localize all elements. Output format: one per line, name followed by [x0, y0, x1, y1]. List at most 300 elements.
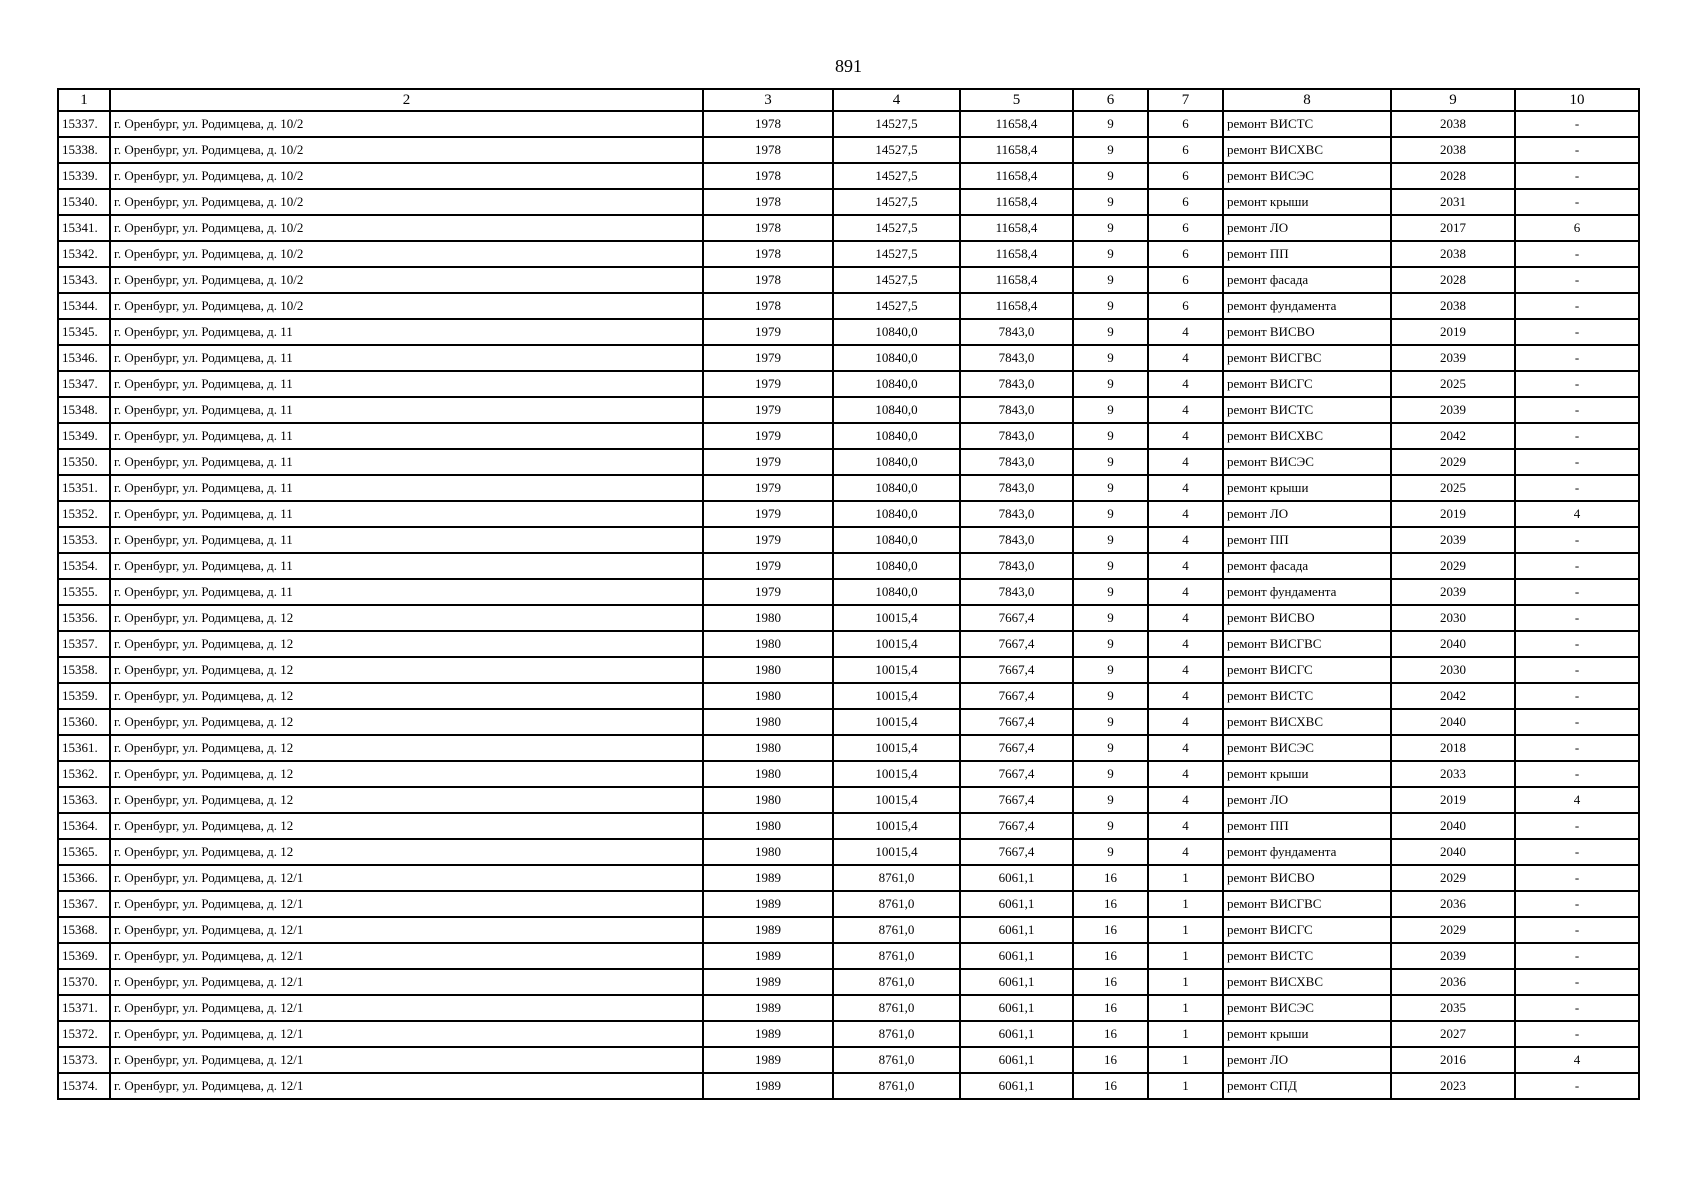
floors-cell: 9: [1073, 163, 1148, 189]
header-cell: 1: [58, 89, 110, 111]
living-area-cell: 7667,4: [960, 813, 1073, 839]
floors-cell: 9: [1073, 735, 1148, 761]
planned-year-cell: 2038: [1391, 111, 1515, 137]
count-cell: -: [1515, 761, 1639, 787]
total-area-cell: 10015,4: [833, 605, 960, 631]
floors-cell: 16: [1073, 917, 1148, 943]
row-number-cell: 15359.: [58, 683, 110, 709]
count-cell: -: [1515, 579, 1639, 605]
address-cell: г. Оренбург, ул. Родимцева, д. 11: [110, 475, 703, 501]
living-area-cell: 7843,0: [960, 527, 1073, 553]
year-cell: 1978: [703, 267, 833, 293]
address-cell: г. Оренбург, ул. Родимцева, д. 11: [110, 553, 703, 579]
work-type-cell: ремонт ЛО: [1223, 787, 1391, 813]
total-area-cell: 8761,0: [833, 917, 960, 943]
row-number-cell: 15366.: [58, 865, 110, 891]
entrances-cell: 4: [1148, 761, 1223, 787]
floors-cell: 9: [1073, 709, 1148, 735]
address-cell: г. Оренбург, ул. Родимцева, д. 11: [110, 345, 703, 371]
work-type-cell: ремонт ВИСВО: [1223, 865, 1391, 891]
count-cell: -: [1515, 813, 1639, 839]
header-cell: 6: [1073, 89, 1148, 111]
address-cell: г. Оренбург, ул. Родимцева, д. 10/2: [110, 293, 703, 319]
planned-year-cell: 2036: [1391, 969, 1515, 995]
total-area-cell: 10840,0: [833, 423, 960, 449]
table-row: [58, 683, 1639, 709]
living-area-cell: 7843,0: [960, 371, 1073, 397]
total-area-cell: 14527,5: [833, 215, 960, 241]
living-area-cell: 7667,4: [960, 631, 1073, 657]
year-cell: 1989: [703, 943, 833, 969]
address-cell: г. Оренбург, ул. Родимцева, д. 11: [110, 501, 703, 527]
total-area-cell: 8761,0: [833, 943, 960, 969]
entrances-cell: 4: [1148, 813, 1223, 839]
address-cell: г. Оренбург, ул. Родимцева, д. 11: [110, 397, 703, 423]
living-area-cell: 7843,0: [960, 475, 1073, 501]
year-cell: 1978: [703, 215, 833, 241]
year-cell: 1989: [703, 1021, 833, 1047]
entrances-cell: 4: [1148, 787, 1223, 813]
work-type-cell: ремонт ПП: [1223, 527, 1391, 553]
planned-year-cell: 2036: [1391, 891, 1515, 917]
entrances-cell: 6: [1148, 215, 1223, 241]
count-cell: -: [1515, 449, 1639, 475]
row-number-cell: 15351.: [58, 475, 110, 501]
floors-cell: 9: [1073, 189, 1148, 215]
address-cell: г. Оренбург, ул. Родимцева, д. 12: [110, 605, 703, 631]
count-cell: -: [1515, 475, 1639, 501]
entrances-cell: 4: [1148, 735, 1223, 761]
row-number-cell: 15370.: [58, 969, 110, 995]
floors-cell: 9: [1073, 137, 1148, 163]
year-cell: 1978: [703, 163, 833, 189]
table-row: [58, 319, 1639, 345]
header-cell: 2: [110, 89, 703, 111]
count-cell: -: [1515, 839, 1639, 865]
address-cell: г. Оренбург, ул. Родимцева, д. 12: [110, 735, 703, 761]
living-area-cell: 7843,0: [960, 345, 1073, 371]
count-cell: 4: [1515, 1047, 1639, 1073]
planned-year-cell: 2030: [1391, 605, 1515, 631]
year-cell: 1979: [703, 423, 833, 449]
work-type-cell: ремонт крыши: [1223, 761, 1391, 787]
work-type-cell: ремонт ВИСХВС: [1223, 969, 1391, 995]
living-area-cell: 7843,0: [960, 319, 1073, 345]
address-cell: г. Оренбург, ул. Родимцева, д. 12: [110, 657, 703, 683]
year-cell: 1989: [703, 1073, 833, 1099]
total-area-cell: 10840,0: [833, 397, 960, 423]
row-number-cell: 15364.: [58, 813, 110, 839]
year-cell: 1978: [703, 241, 833, 267]
work-type-cell: ремонт фундамента: [1223, 579, 1391, 605]
address-cell: г. Оренбург, ул. Родимцева, д. 12: [110, 813, 703, 839]
table-row: [58, 241, 1639, 267]
count-cell: -: [1515, 267, 1639, 293]
year-cell: 1979: [703, 501, 833, 527]
planned-year-cell: 2035: [1391, 995, 1515, 1021]
living-area-cell: 7667,4: [960, 787, 1073, 813]
year-cell: 1978: [703, 293, 833, 319]
floors-cell: 9: [1073, 475, 1148, 501]
entrances-cell: 4: [1148, 449, 1223, 475]
row-number-cell: 15341.: [58, 215, 110, 241]
total-area-cell: 10840,0: [833, 345, 960, 371]
header-cell: 3: [703, 89, 833, 111]
table-row: [58, 657, 1639, 683]
floors-cell: 9: [1073, 761, 1148, 787]
address-cell: г. Оренбург, ул. Родимцева, д. 10/2: [110, 189, 703, 215]
total-area-cell: 14527,5: [833, 241, 960, 267]
work-type-cell: ремонт ВИСТС: [1223, 683, 1391, 709]
row-number-cell: 15344.: [58, 293, 110, 319]
planned-year-cell: 2029: [1391, 865, 1515, 891]
work-type-cell: ремонт ВИСЭС: [1223, 449, 1391, 475]
living-area-cell: 11658,4: [960, 293, 1073, 319]
year-cell: 1978: [703, 189, 833, 215]
entrances-cell: 1: [1148, 969, 1223, 995]
row-number-cell: 15342.: [58, 241, 110, 267]
living-area-cell: 7843,0: [960, 423, 1073, 449]
row-number-cell: 15369.: [58, 943, 110, 969]
total-area-cell: 10015,4: [833, 657, 960, 683]
work-type-cell: ремонт ПП: [1223, 813, 1391, 839]
header-cell: 10: [1515, 89, 1639, 111]
floors-cell: 9: [1073, 397, 1148, 423]
table-row: [58, 839, 1639, 865]
year-cell: 1978: [703, 111, 833, 137]
floors-cell: 9: [1073, 605, 1148, 631]
year-cell: 1980: [703, 787, 833, 813]
floors-cell: 9: [1073, 631, 1148, 657]
table-row: [58, 631, 1639, 657]
year-cell: 1989: [703, 865, 833, 891]
planned-year-cell: 2039: [1391, 943, 1515, 969]
total-area-cell: 10840,0: [833, 449, 960, 475]
table-row: [58, 345, 1639, 371]
entrances-cell: 6: [1148, 111, 1223, 137]
planned-year-cell: 2029: [1391, 917, 1515, 943]
table-row: [58, 1021, 1639, 1047]
table-row: [58, 579, 1639, 605]
count-cell: -: [1515, 241, 1639, 267]
address-cell: г. Оренбург, ул. Родимцева, д. 10/2: [110, 137, 703, 163]
address-cell: г. Оренбург, ул. Родимцева, д. 12/1: [110, 943, 703, 969]
floors-cell: 9: [1073, 787, 1148, 813]
count-cell: -: [1515, 111, 1639, 137]
table-row: [58, 969, 1639, 995]
row-number-cell: 15347.: [58, 371, 110, 397]
count-cell: -: [1515, 735, 1639, 761]
total-area-cell: 10840,0: [833, 371, 960, 397]
year-cell: 1979: [703, 397, 833, 423]
work-type-cell: ремонт ВИСГС: [1223, 371, 1391, 397]
table-row: [58, 709, 1639, 735]
year-cell: 1980: [703, 683, 833, 709]
planned-year-cell: 2039: [1391, 579, 1515, 605]
work-type-cell: ремонт ВИСГС: [1223, 657, 1391, 683]
count-cell: -: [1515, 319, 1639, 345]
floors-cell: 9: [1073, 423, 1148, 449]
year-cell: 1980: [703, 657, 833, 683]
planned-year-cell: 2039: [1391, 345, 1515, 371]
table-row: [58, 761, 1639, 787]
row-number-cell: 15357.: [58, 631, 110, 657]
floors-cell: 9: [1073, 215, 1148, 241]
planned-year-cell: 2040: [1391, 709, 1515, 735]
living-area-cell: 7843,0: [960, 449, 1073, 475]
entrances-cell: 6: [1148, 163, 1223, 189]
living-area-cell: 7843,0: [960, 553, 1073, 579]
planned-year-cell: 2018: [1391, 735, 1515, 761]
total-area-cell: 8761,0: [833, 1021, 960, 1047]
living-area-cell: 11658,4: [960, 189, 1073, 215]
count-cell: -: [1515, 1073, 1639, 1099]
count-cell: -: [1515, 605, 1639, 631]
year-cell: 1979: [703, 345, 833, 371]
work-type-cell: ремонт ЛО: [1223, 501, 1391, 527]
living-area-cell: 7667,4: [960, 657, 1073, 683]
count-cell: -: [1515, 917, 1639, 943]
address-cell: г. Оренбург, ул. Родимцева, д. 12: [110, 683, 703, 709]
floors-cell: 9: [1073, 553, 1148, 579]
floors-cell: 16: [1073, 1047, 1148, 1073]
table-row: [58, 943, 1639, 969]
address-cell: г. Оренбург, ул. Родимцева, д. 12/1: [110, 995, 703, 1021]
work-type-cell: ремонт ВИСЭС: [1223, 163, 1391, 189]
total-area-cell: 14527,5: [833, 163, 960, 189]
floors-cell: 16: [1073, 1021, 1148, 1047]
address-cell: г. Оренбург, ул. Родимцева, д. 11: [110, 579, 703, 605]
count-cell: -: [1515, 891, 1639, 917]
total-area-cell: 8761,0: [833, 995, 960, 1021]
work-type-cell: ремонт фасада: [1223, 553, 1391, 579]
floors-cell: 9: [1073, 839, 1148, 865]
planned-year-cell: 2019: [1391, 319, 1515, 345]
total-area-cell: 10840,0: [833, 475, 960, 501]
count-cell: -: [1515, 865, 1639, 891]
living-area-cell: 7667,4: [960, 709, 1073, 735]
row-number-cell: 15352.: [58, 501, 110, 527]
planned-year-cell: 2023: [1391, 1073, 1515, 1099]
total-area-cell: 10840,0: [833, 501, 960, 527]
entrances-cell: 6: [1148, 267, 1223, 293]
work-type-cell: ремонт фасада: [1223, 267, 1391, 293]
table-row: [58, 189, 1639, 215]
count-cell: -: [1515, 397, 1639, 423]
row-number-cell: 15349.: [58, 423, 110, 449]
year-cell: 1979: [703, 527, 833, 553]
table-row: [58, 995, 1639, 1021]
address-cell: г. Оренбург, ул. Родимцева, д. 12/1: [110, 969, 703, 995]
year-cell: 1979: [703, 319, 833, 345]
total-area-cell: 10840,0: [833, 579, 960, 605]
year-cell: 1980: [703, 631, 833, 657]
work-type-cell: ремонт ВИСЭС: [1223, 995, 1391, 1021]
floors-cell: 9: [1073, 111, 1148, 137]
entrances-cell: 4: [1148, 501, 1223, 527]
planned-year-cell: 2040: [1391, 631, 1515, 657]
count-cell: -: [1515, 553, 1639, 579]
address-cell: г. Оренбург, ул. Родимцева, д. 10/2: [110, 215, 703, 241]
planned-year-cell: 2038: [1391, 137, 1515, 163]
total-area-cell: 10015,4: [833, 787, 960, 813]
year-cell: 1989: [703, 969, 833, 995]
total-area-cell: 10015,4: [833, 683, 960, 709]
living-area-cell: 6061,1: [960, 1073, 1073, 1099]
work-type-cell: ремонт ВИСЭС: [1223, 735, 1391, 761]
table-row: [58, 137, 1639, 163]
address-cell: г. Оренбург, ул. Родимцева, д. 12: [110, 787, 703, 813]
living-area-cell: 7667,4: [960, 683, 1073, 709]
count-cell: -: [1515, 969, 1639, 995]
work-type-cell: ремонт ЛО: [1223, 1047, 1391, 1073]
row-number-cell: 15345.: [58, 319, 110, 345]
work-type-cell: ремонт фундамента: [1223, 839, 1391, 865]
total-area-cell: 8761,0: [833, 1047, 960, 1073]
year-cell: 1980: [703, 813, 833, 839]
work-type-cell: ремонт ВИСГВС: [1223, 345, 1391, 371]
planned-year-cell: 2039: [1391, 527, 1515, 553]
year-cell: 1980: [703, 605, 833, 631]
planned-year-cell: 2028: [1391, 267, 1515, 293]
living-area-cell: 11658,4: [960, 137, 1073, 163]
count-cell: -: [1515, 371, 1639, 397]
row-number-cell: 15339.: [58, 163, 110, 189]
planned-year-cell: 2042: [1391, 683, 1515, 709]
floors-cell: 16: [1073, 865, 1148, 891]
entrances-cell: 4: [1148, 475, 1223, 501]
entrances-cell: 4: [1148, 553, 1223, 579]
table-body: [58, 111, 1639, 1099]
living-area-cell: 7843,0: [960, 579, 1073, 605]
header-cell: 9: [1391, 89, 1515, 111]
work-type-cell: ремонт ВИСТС: [1223, 111, 1391, 137]
entrances-cell: 4: [1148, 345, 1223, 371]
planned-year-cell: 2019: [1391, 787, 1515, 813]
entrances-cell: 4: [1148, 579, 1223, 605]
total-area-cell: 14527,5: [833, 137, 960, 163]
table-row: [58, 1047, 1639, 1073]
table-row: [58, 787, 1639, 813]
living-area-cell: 6061,1: [960, 917, 1073, 943]
table-row: [58, 501, 1639, 527]
total-area-cell: 8761,0: [833, 891, 960, 917]
count-cell: -: [1515, 709, 1639, 735]
table-row: [58, 215, 1639, 241]
floors-cell: 16: [1073, 969, 1148, 995]
row-number-cell: 15361.: [58, 735, 110, 761]
entrances-cell: 1: [1148, 1021, 1223, 1047]
living-area-cell: 11658,4: [960, 241, 1073, 267]
row-number-cell: 15346.: [58, 345, 110, 371]
total-area-cell: 10015,4: [833, 813, 960, 839]
planned-year-cell: 2029: [1391, 553, 1515, 579]
living-area-cell: 11658,4: [960, 163, 1073, 189]
total-area-cell: 10015,4: [833, 839, 960, 865]
entrances-cell: 1: [1148, 995, 1223, 1021]
living-area-cell: 7667,4: [960, 735, 1073, 761]
year-cell: 1979: [703, 579, 833, 605]
row-number-cell: 15353.: [58, 527, 110, 553]
entrances-cell: 1: [1148, 943, 1223, 969]
address-cell: г. Оренбург, ул. Родимцева, д. 12/1: [110, 1073, 703, 1099]
year-cell: 1979: [703, 553, 833, 579]
row-number-cell: 15354.: [58, 553, 110, 579]
count-cell: -: [1515, 345, 1639, 371]
count-cell: -: [1515, 527, 1639, 553]
work-type-cell: ремонт ЛО: [1223, 215, 1391, 241]
planned-year-cell: 2033: [1391, 761, 1515, 787]
work-type-cell: ремонт ВИСТС: [1223, 943, 1391, 969]
floors-cell: 16: [1073, 891, 1148, 917]
row-number-cell: 15365.: [58, 839, 110, 865]
floors-cell: 9: [1073, 371, 1148, 397]
floors-cell: 9: [1073, 449, 1148, 475]
row-number-cell: 15358.: [58, 657, 110, 683]
address-cell: г. Оренбург, ул. Родимцева, д. 12: [110, 631, 703, 657]
living-area-cell: 7667,4: [960, 761, 1073, 787]
entrances-cell: 4: [1148, 527, 1223, 553]
living-area-cell: 6061,1: [960, 969, 1073, 995]
header-cell: 7: [1148, 89, 1223, 111]
work-type-cell: ремонт ВИСХВС: [1223, 709, 1391, 735]
table-row: [58, 449, 1639, 475]
planned-year-cell: 2017: [1391, 215, 1515, 241]
row-number-cell: 15350.: [58, 449, 110, 475]
living-area-cell: 6061,1: [960, 1047, 1073, 1073]
living-area-cell: 11658,4: [960, 111, 1073, 137]
entrances-cell: 1: [1148, 917, 1223, 943]
total-area-cell: 10015,4: [833, 709, 960, 735]
floors-cell: 16: [1073, 1073, 1148, 1099]
row-number-cell: 15337.: [58, 111, 110, 137]
total-area-cell: 10015,4: [833, 735, 960, 761]
work-type-cell: ремонт ВИСТС: [1223, 397, 1391, 423]
planned-year-cell: 2028: [1391, 163, 1515, 189]
address-cell: г. Оренбург, ул. Родимцева, д. 10/2: [110, 111, 703, 137]
floors-cell: 16: [1073, 995, 1148, 1021]
header-row: [58, 89, 1639, 111]
count-cell: 6: [1515, 215, 1639, 241]
year-cell: 1978: [703, 137, 833, 163]
address-cell: г. Оренбург, ул. Родимцева, д. 10/2: [110, 267, 703, 293]
living-area-cell: 7667,4: [960, 605, 1073, 631]
year-cell: 1989: [703, 1047, 833, 1073]
total-area-cell: 14527,5: [833, 267, 960, 293]
count-cell: -: [1515, 293, 1639, 319]
row-number-cell: 15338.: [58, 137, 110, 163]
entrances-cell: 1: [1148, 891, 1223, 917]
table-row: [58, 397, 1639, 423]
count-cell: 4: [1515, 787, 1639, 813]
table-row: [58, 293, 1639, 319]
year-cell: 1980: [703, 735, 833, 761]
total-area-cell: 10840,0: [833, 319, 960, 345]
table-row: [58, 371, 1639, 397]
year-cell: 1989: [703, 917, 833, 943]
header-cell: 5: [960, 89, 1073, 111]
row-number-cell: 15372.: [58, 1021, 110, 1047]
table-row: [58, 423, 1639, 449]
planned-year-cell: 2038: [1391, 293, 1515, 319]
work-type-cell: ремонт фундамента: [1223, 293, 1391, 319]
count-cell: -: [1515, 943, 1639, 969]
table-row: [58, 527, 1639, 553]
work-type-cell: ремонт крыши: [1223, 1021, 1391, 1047]
row-number-cell: 15356.: [58, 605, 110, 631]
table-row: [58, 735, 1639, 761]
planned-year-cell: 2039: [1391, 397, 1515, 423]
